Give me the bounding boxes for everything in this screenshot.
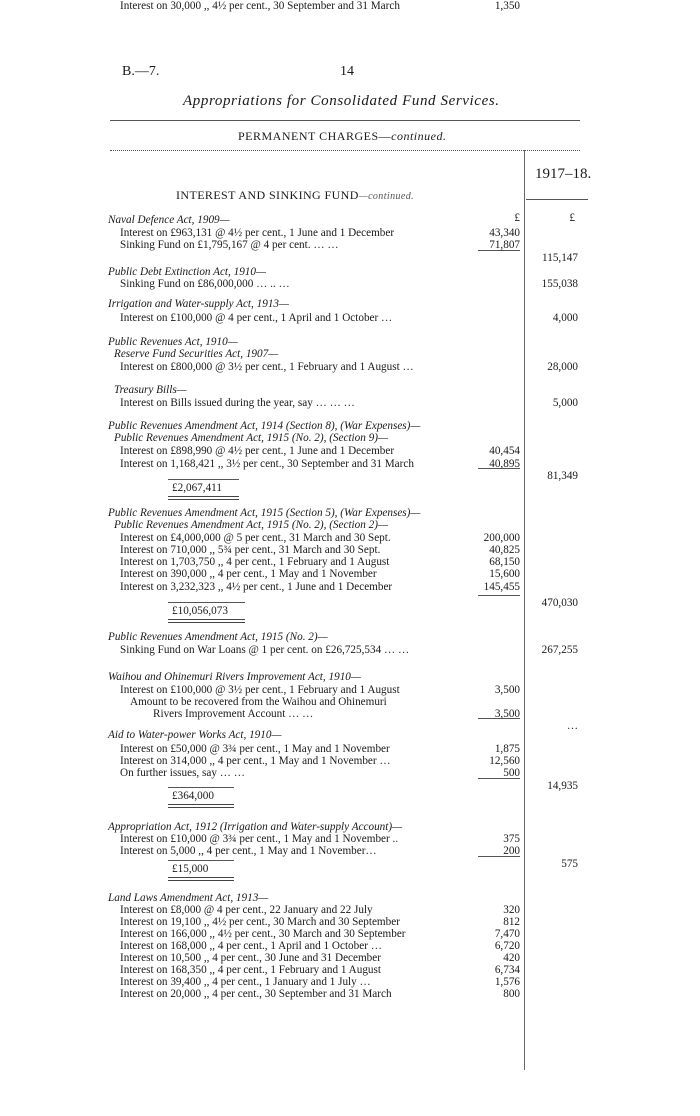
subtotal-double-rule bbox=[168, 619, 245, 623]
detail-amount: 320 bbox=[503, 904, 520, 916]
detail-amount: 6,734 bbox=[494, 964, 520, 976]
line-text: Interest on £10,000 @ 3¾ per cent., 1 May and 1 November .. bbox=[120, 833, 399, 845]
act-heading: Appropriation Act, 1912 (Irrigation and Water-supply Account)— bbox=[108, 821, 403, 833]
year-heading: 1917–18. bbox=[535, 166, 592, 182]
section-heading bbox=[176, 188, 414, 203]
act-heading: Public Revenues Amendment Act, 1915 (No. 2), (Section 9)— bbox=[114, 432, 388, 444]
line-text: Interest on £898,990 @ 4½ per cent., 1 June and 1 December bbox=[120, 445, 395, 457]
page-number: 14 bbox=[340, 64, 354, 79]
total-amount: 575 bbox=[561, 858, 578, 870]
detail-amount: 68,150 bbox=[489, 556, 520, 568]
subtotal-principal: £2,067,411 bbox=[172, 482, 222, 494]
detail-amount: 71,807 bbox=[489, 239, 520, 251]
sum-rule bbox=[478, 250, 520, 251]
line-text: Amount to be recovered from the Waihou and Ohinemuri bbox=[130, 696, 387, 708]
act-heading: Reserve Fund Securities Act, 1907— bbox=[114, 348, 279, 360]
section-heading-continued: —continued. bbox=[358, 191, 415, 202]
detail-amount: 3,500 bbox=[494, 684, 520, 696]
line-text: Interest on 166,000 ,, 4½ per cent., 30 March and 30 September bbox=[120, 928, 406, 940]
line-text: Sinking Fund on £86,000,000 … .. … bbox=[120, 278, 290, 290]
detail-amount: 6,720 bbox=[494, 940, 520, 952]
act-heading: Public Revenues Amendment Act, 1915 (Section 5), (War Expenses)— bbox=[108, 507, 421, 519]
detail-amount: 200,000 bbox=[483, 532, 520, 544]
subtotal-top-rule bbox=[168, 860, 234, 861]
subtitle-main: PERMANENT CHARGES— bbox=[238, 129, 392, 143]
line-text: Interest on £100,000 @ 3½ per cent., 1 February and 1 August bbox=[120, 684, 400, 696]
line-text: Interest on 314,000 ,, 4 per cent., 1 May and 1 November … bbox=[120, 755, 391, 767]
sum-rule bbox=[478, 778, 520, 779]
total-amount: 115,147 bbox=[542, 252, 578, 264]
act-heading: Treasury Bills— bbox=[114, 384, 187, 396]
line-text: Interest on £8,000 @ 4 per cent., 22 January and 22 July bbox=[120, 904, 373, 916]
act-heading: Public Debt Extinction Act, 1910— bbox=[108, 266, 266, 278]
detail-amount: 800 bbox=[503, 988, 520, 1000]
total-amount: … bbox=[566, 720, 578, 732]
section-heading-main: INTEREST AND SINKING FUND bbox=[176, 188, 359, 202]
page-title: Appropriations for Consolidated Fund Services. bbox=[183, 93, 500, 109]
line-text: On further issues, say … … bbox=[120, 767, 245, 779]
detail-amount: 40,454 bbox=[489, 445, 520, 457]
subtotal-double-rule bbox=[168, 877, 234, 881]
line-text: Interest on 168,000 ,, 4 per cent., 1 April and 1 October … bbox=[120, 940, 382, 952]
pound-sign-detail: £ bbox=[514, 212, 520, 224]
subtotal-top-rule bbox=[168, 602, 245, 603]
subtitle-rule bbox=[110, 150, 580, 151]
line-text: Interest on 710,000 ,, 5¾ per cent., 31 March and 30 Sept. bbox=[120, 544, 381, 556]
act-heading: Land Laws Amendment Act, 1913— bbox=[108, 892, 269, 904]
total-amount: 14,935 bbox=[547, 780, 578, 792]
title-rule bbox=[110, 120, 580, 121]
act-heading: Aid to Water-power Works Act, 1910— bbox=[108, 729, 282, 741]
line-text: Sinking Fund on £1,795,167 @ 4 per cent. … … bbox=[120, 239, 339, 251]
detail-amount: 145,455 bbox=[483, 581, 520, 593]
amount-column-border bbox=[524, 150, 525, 1070]
subtitle bbox=[238, 129, 446, 144]
line-text: Interest on 20,000 ,, 4 per cent., 30 September and 31 March bbox=[120, 988, 392, 1000]
detail-amount: 12,560 bbox=[489, 755, 520, 767]
detail-amount: 7,470 bbox=[494, 928, 520, 940]
line-text: Interest on 39,400 ,, 4 per cent., 1 January and 1 July … bbox=[120, 976, 371, 988]
detail-amount: 500 bbox=[503, 767, 520, 779]
total-amount: 28,000 bbox=[547, 361, 578, 373]
sum-rule bbox=[478, 718, 520, 719]
total-amount: 5,000 bbox=[552, 397, 578, 409]
line-text: Interest on 5,000 ,, 4 per cent., 1 May and 1 November… bbox=[120, 845, 377, 857]
line-text: Interest on £4,000,000 @ 5 per cent., 31 March and 30 Sept. bbox=[120, 532, 391, 544]
sum-rule bbox=[478, 595, 520, 596]
line-text: Interest on 1,168,421 ,, 3½ per cent., 30 September and 31 March bbox=[120, 458, 414, 470]
detail-amount: 420 bbox=[503, 952, 520, 964]
subtotal-principal: £10,056,073 bbox=[172, 605, 228, 617]
act-heading: Naval Defence Act, 1909— bbox=[108, 214, 230, 226]
subtotal-principal: £364,000 bbox=[172, 790, 214, 802]
detail-amount: 43,340 bbox=[489, 227, 520, 239]
line-text: Sinking Fund on War Loans @ 1 per cent. on £26,725,534 … … bbox=[120, 644, 410, 656]
line-text: Rivers Improvement Account … … bbox=[153, 708, 314, 720]
line-text: Interest on 10,500 ,, 4 per cent., 30 June and 31 December bbox=[120, 952, 381, 964]
act-heading: Public Revenues Amendment Act, 1915 (No. 2), (Section 2)— bbox=[114, 519, 388, 531]
year-rule bbox=[526, 199, 588, 200]
subtitle-continued: continued. bbox=[391, 129, 447, 143]
detail-amount: 1,875 bbox=[494, 743, 520, 755]
line-text: Interest on £963,131 @ 4½ per cent., 1 June and 1 December bbox=[120, 227, 395, 239]
subtotal-double-rule bbox=[168, 496, 239, 500]
total-amount: 267,255 bbox=[541, 644, 578, 656]
subtotal-double-rule bbox=[168, 804, 234, 808]
total-amount: 81,349 bbox=[547, 470, 578, 482]
line-text: Interest on £100,000 @ 4 per cent., 1 April and 1 October … bbox=[120, 312, 393, 324]
line-text: Interest on 30,000 ,, 4½ per cent., 30 September and 31 March bbox=[120, 0, 400, 12]
total-amount: 470,030 bbox=[541, 597, 578, 609]
line-text: Interest on 19,100 ,, 4½ per cent., 30 March and 30 September bbox=[120, 916, 400, 928]
detail-amount: 812 bbox=[503, 916, 520, 928]
detail-amount: 15,600 bbox=[489, 568, 520, 580]
detail-amount: 375 bbox=[503, 833, 520, 845]
detail-amount: 40,895 bbox=[489, 458, 520, 470]
report-code: B.—7. bbox=[122, 64, 160, 79]
sum-rule bbox=[478, 856, 520, 857]
line-text: Interest on 3,232,323 ,, 4½ per cent., 1 June and 1 December bbox=[120, 581, 393, 593]
act-heading: Public Revenues Act, 1910— bbox=[108, 336, 238, 348]
detail-amount: 40,825 bbox=[489, 544, 520, 556]
sum-rule bbox=[478, 468, 520, 469]
line-text: Interest on £50,000 @ 3¾ per cent., 1 May and 1 November bbox=[120, 743, 390, 755]
act-heading: Public Revenues Amendment Act, 1914 (Section 8), (War Expenses)— bbox=[108, 420, 421, 432]
line-text: Interest on 1,703,750 ,, 4 per cent., 1 February and 1 August bbox=[120, 556, 390, 568]
act-heading: Public Revenues Amendment Act, 1915 (No. 2)— bbox=[108, 631, 328, 643]
act-heading: Waihou and Ohinemuri Rivers Improvement Act, 1910— bbox=[108, 671, 361, 683]
detail-amount: 1,576 bbox=[494, 976, 520, 988]
total-amount: 4,000 bbox=[552, 312, 578, 324]
line-text: Interest on £800,000 @ 3½ per cent., 1 February and 1 August … bbox=[120, 361, 414, 373]
detail-amount: 200 bbox=[503, 845, 520, 857]
line-text: Interest on 168,350 ,, 4 per cent., 1 February and 1 August bbox=[120, 964, 381, 976]
act-heading: Irrigation and Water-supply Act, 1913— bbox=[108, 298, 289, 310]
detail-amount: 3,500 bbox=[494, 708, 520, 720]
pound-sign-total: £ bbox=[569, 212, 575, 224]
subtotal-top-rule bbox=[168, 787, 234, 788]
line-text: Interest on Bills issued during the year, say … … … bbox=[120, 397, 355, 409]
total-amount: 155,038 bbox=[541, 278, 578, 290]
subtotal-principal: £15,000 bbox=[172, 863, 209, 875]
detail-amount: 1,350 bbox=[494, 0, 520, 12]
subtotal-top-rule bbox=[168, 479, 239, 480]
line-text: Interest on 390,000 ,, 4 per cent., 1 May and 1 November bbox=[120, 568, 377, 580]
